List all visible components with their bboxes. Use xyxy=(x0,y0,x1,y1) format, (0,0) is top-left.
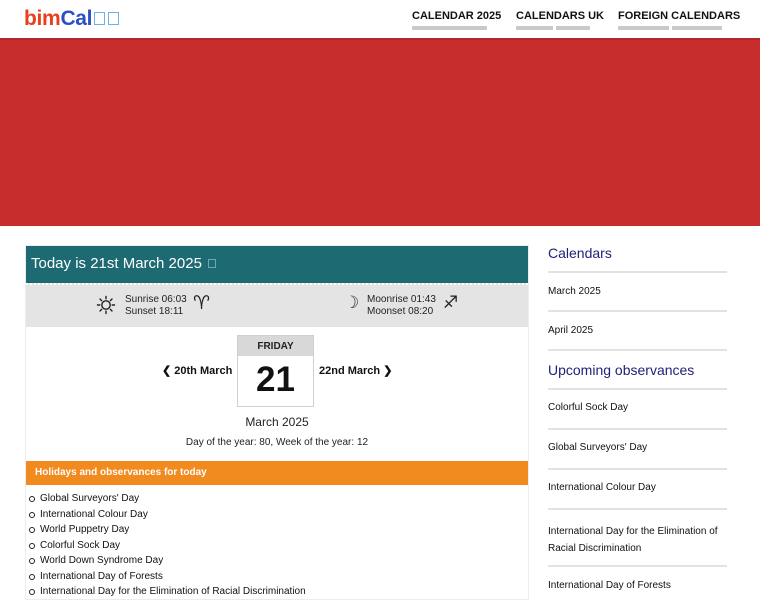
nav-underline xyxy=(618,26,722,30)
sun-times xyxy=(125,294,187,318)
moonrise-time: Moonrise 01:43 xyxy=(367,294,436,305)
holiday-item[interactable]: International Day for the Elimination of Racial Discrimination xyxy=(38,586,306,600)
today-panel xyxy=(25,245,529,600)
nav-underline xyxy=(516,26,590,30)
moonset-time: Moonset 08:20 xyxy=(367,306,434,317)
sunset-time: Sunset 18:11 xyxy=(125,306,184,317)
month-year-label: March 2025 xyxy=(245,415,309,429)
logo-text-bim: bim xyxy=(24,7,61,30)
day-number: 21 xyxy=(256,360,295,399)
holidays-heading: Holidays and observances for today xyxy=(26,461,528,485)
nav-foreign-calendars[interactable] xyxy=(618,10,740,22)
nav-underline xyxy=(412,26,487,30)
weekday-label: FRIDAY xyxy=(238,336,313,356)
upcoming-heading: Upcoming observances xyxy=(548,362,695,378)
date-card xyxy=(237,335,314,407)
nav-label: FOREIGN CALENDARS xyxy=(618,10,741,22)
sidebar xyxy=(548,245,727,600)
upcoming-item[interactable]: Global Surveyors' Day xyxy=(548,442,648,453)
previous-day-label: 20th March xyxy=(174,365,233,377)
chevron-right-icon: ❯ xyxy=(383,365,393,377)
sagittarius-zodiac-icon: ♐ xyxy=(443,293,459,313)
holiday-item[interactable]: World Puppetry Day xyxy=(38,524,306,540)
upcoming-item[interactable]: International Colour Day xyxy=(548,482,656,493)
upcoming-item[interactable]: International Day of Forests xyxy=(548,580,671,591)
holiday-item[interactable]: Colorful Sock Day xyxy=(38,540,306,556)
holidays-list xyxy=(38,493,306,600)
moon-icon: ☽ xyxy=(344,293,360,313)
holiday-item[interactable]: International Day of Forests xyxy=(38,571,306,587)
logo-text-cal: Cal xyxy=(60,7,93,30)
nav-calendars-uk[interactable] xyxy=(516,10,604,22)
today-heading-bar xyxy=(26,246,528,283)
logo-squares-icon xyxy=(94,12,119,25)
sunrise-time: Sunrise 06:03 xyxy=(125,294,187,305)
nav-label: CALENDAR 2025 xyxy=(412,10,502,22)
upcoming-item[interactable]: International Day for the Elimination of Racial Discrimination xyxy=(548,526,718,554)
day-week-info: Day of the year: 80, Week of the year: 12 xyxy=(185,437,369,448)
ad-banner xyxy=(0,38,760,226)
aries-zodiac-icon: ♈ xyxy=(193,292,211,314)
upcoming-item[interactable]: Colorful Sock Day xyxy=(548,402,629,413)
moon-times xyxy=(367,294,436,318)
share-icon[interactable] xyxy=(208,259,216,268)
sun-moon-row xyxy=(26,283,528,327)
calendars-heading: Calendars xyxy=(548,245,612,261)
next-day-label: 22nd March xyxy=(319,365,381,377)
site-header xyxy=(0,0,760,38)
holiday-item[interactable]: Global Surveyors' Day xyxy=(38,493,306,509)
sidebar-link-april-2025[interactable]: April 2025 xyxy=(548,325,594,336)
next-day-link[interactable] xyxy=(319,364,392,377)
nav-calendar-2025[interactable] xyxy=(412,10,501,22)
previous-day-link[interactable] xyxy=(162,364,232,377)
holiday-item[interactable]: International Colour Day xyxy=(38,509,306,525)
today-title: Today is 21st March 2025 xyxy=(31,255,202,272)
sidebar-link-march-2025[interactable]: March 2025 xyxy=(548,286,601,297)
chevron-left-icon: ❮ xyxy=(162,365,172,377)
site-logo[interactable] xyxy=(24,7,92,31)
nav-label: CALENDARS UK xyxy=(516,10,604,22)
sun-icon xyxy=(96,295,116,315)
holiday-item[interactable]: World Down Syndrome Day xyxy=(38,555,306,571)
